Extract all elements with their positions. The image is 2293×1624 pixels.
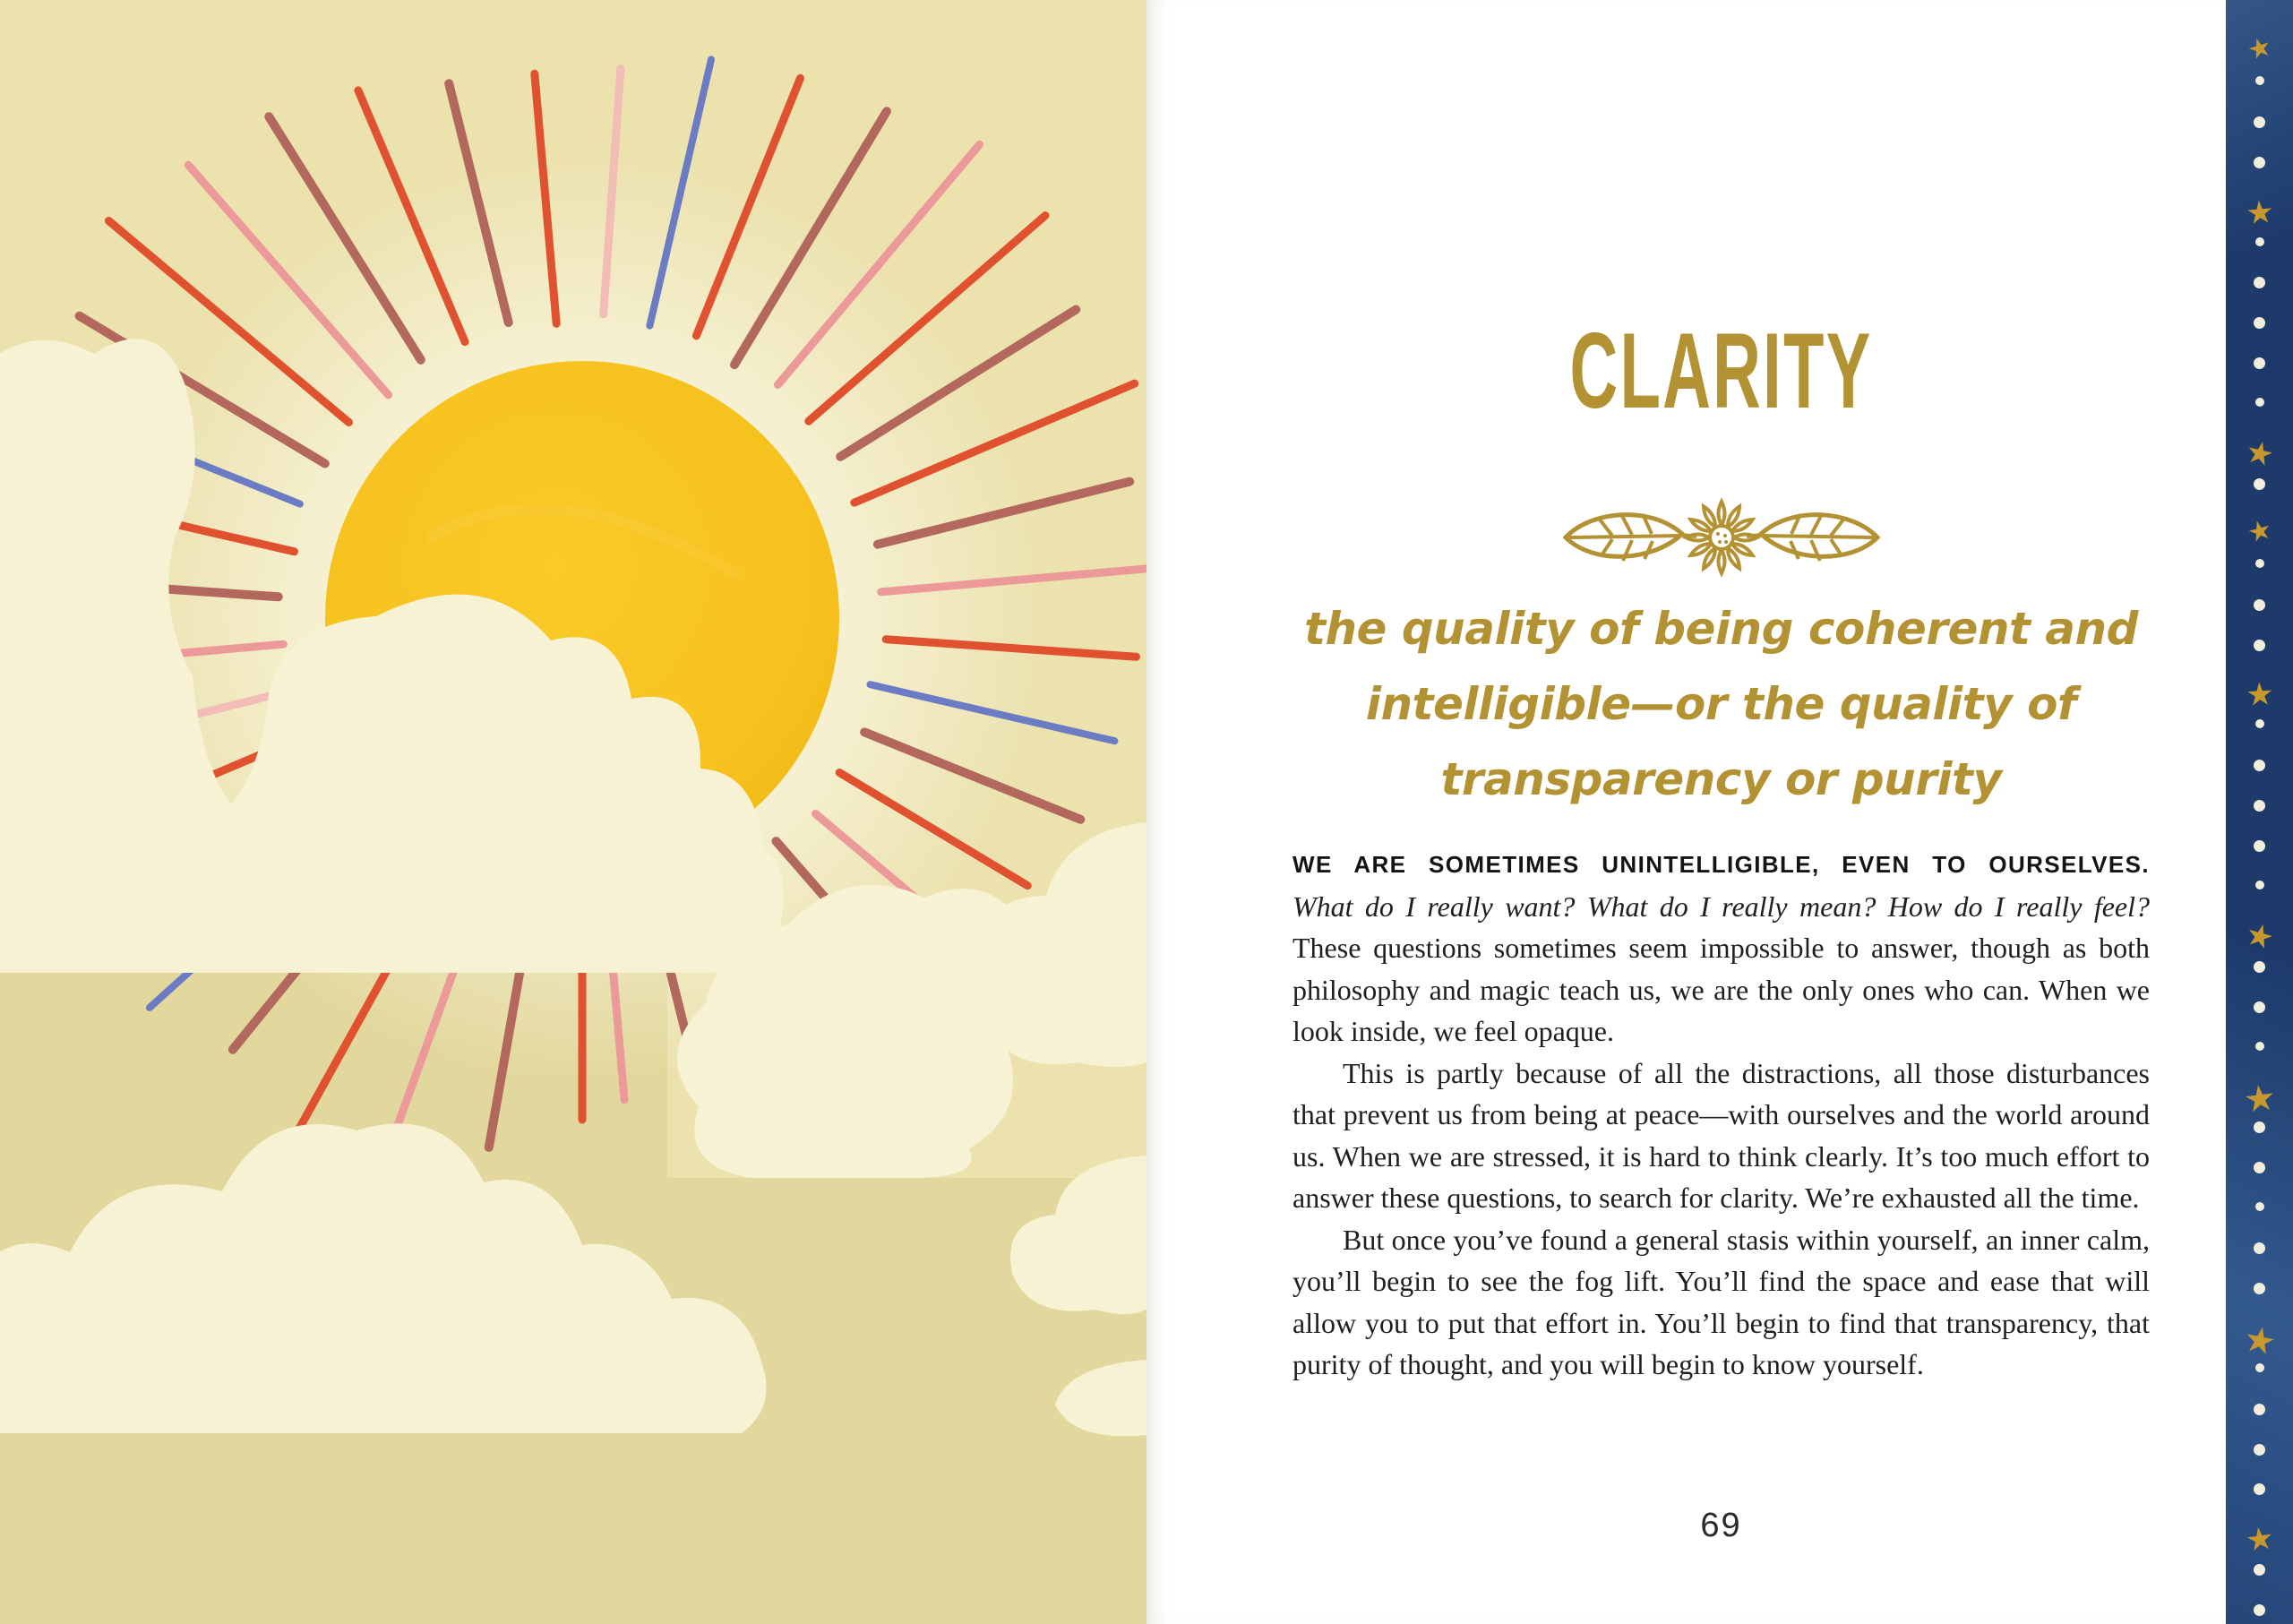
- dot-icon: [2254, 1564, 2265, 1576]
- dot-icon: [2254, 800, 2265, 812]
- dot-icon: [2254, 961, 2265, 973]
- star-icon: ★: [2241, 915, 2278, 958]
- dot-icon: [2255, 559, 2264, 568]
- book-edge-strip: [2226, 0, 2293, 1624]
- dot-icon: [2255, 1202, 2264, 1211]
- star-icon: ★: [2241, 433, 2278, 475]
- body-text: [1292, 844, 2150, 1386]
- dot-icon: [2255, 76, 2264, 85]
- page-number: 69: [1700, 1507, 1742, 1544]
- illustration-page: [0, 0, 1146, 1624]
- dot-icon: [2255, 719, 2264, 728]
- paragraph: This is partly because of all the distractions, all those disturbances that prevent us from being at peace—with ourselves and the world around us. When we are stressed, it is hard to think clearly. It’s too much effort to answer these questions, to search for clarity. We’re exhausted all the time.: [1292, 1056, 2150, 1214]
- dot-icon: [2255, 881, 2264, 889]
- dot-icon: [2254, 1283, 2265, 1294]
- dot-icon: [2254, 1162, 2265, 1173]
- dot-icon: [2254, 1001, 2265, 1013]
- star-icon: ★: [2241, 1078, 2278, 1121]
- star-icon: ★: [2243, 1520, 2276, 1560]
- text-page: [1146, 0, 2226, 1624]
- dot-icon: [2254, 1121, 2265, 1133]
- dot-icon: [2254, 1604, 2265, 1616]
- italic-questions: What do I really want? What do I really mean? How do I really feel?: [1292, 889, 2150, 923]
- leaf-flower-ornament: [1292, 491, 2150, 589]
- dot-icon: [2254, 760, 2265, 771]
- dot-icon: [2254, 1404, 2265, 1415]
- definition-line: intelligible—or the quality of: [1365, 678, 2077, 730]
- dot-icon: [2255, 398, 2264, 407]
- star-icon: ★: [2244, 513, 2275, 549]
- dot-icon: [2254, 1444, 2265, 1456]
- dot-icon: [2254, 157, 2265, 168]
- dot-icon: [2255, 1363, 2264, 1372]
- definition-line: the quality of being coherent and: [1304, 603, 2138, 655]
- dot-icon: [2254, 478, 2265, 490]
- paragraph: But once you’ve found a general stasis within yourself, an inner calm, you’ll begin to see the fog lift. You’ll find the space and ease that will allow you to put that effort in. You’ll begin to find that transparency, that purity of thought, and you will begin to know yourself.: [1292, 1223, 2150, 1380]
- star-icon: ★: [2243, 30, 2276, 67]
- chapter-title: CLARITY: [1569, 311, 1873, 431]
- dot-icon: [2254, 277, 2265, 288]
- dot-icon: [2254, 640, 2265, 651]
- paragraph-text: These questions sometimes seem impossible to answer, though as both philosophy and magic teach us, we are the only ones who can. When we look inside, we feel opaque.: [1292, 932, 2150, 1047]
- dot-icon: [2254, 1483, 2265, 1495]
- star-icon: ★: [2244, 193, 2275, 231]
- lead-in-caps: WE ARE SOMETIMES UNINTELLIGIBLE, EVEN TO OURSELVES.: [1292, 851, 2150, 878]
- dot-icon: [2254, 357, 2265, 369]
- dot-icon: [2254, 599, 2265, 611]
- dot-icon: [2254, 116, 2265, 128]
- dot-icon: [2254, 1242, 2265, 1254]
- dot-icon: [2254, 317, 2265, 329]
- dot-icon: [2254, 840, 2265, 852]
- definition-text: [1292, 591, 2150, 817]
- definition-line: transparency or purity: [1440, 753, 2002, 805]
- leaf-daisy-leaf-icon: [1560, 491, 1883, 584]
- dot-icon: [2255, 237, 2264, 246]
- dot-icon: [2255, 1042, 2264, 1051]
- text-column: [1292, 0, 2150, 1624]
- sun-clouds-illustration: [0, 0, 1146, 1624]
- paragraph: [1292, 844, 2150, 1053]
- star-icon: ★: [2239, 1318, 2280, 1363]
- star-icon: ★: [2244, 676, 2275, 714]
